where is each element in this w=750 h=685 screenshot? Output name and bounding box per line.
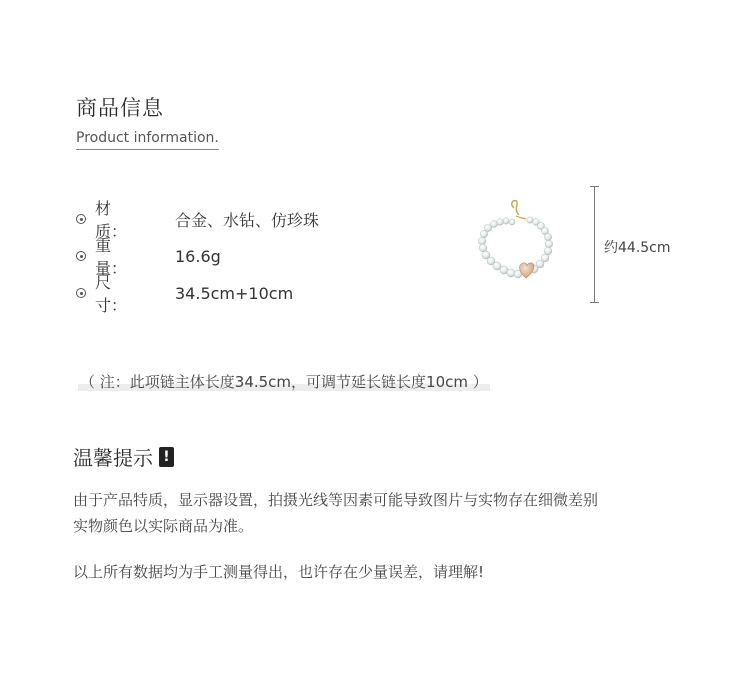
spec-label: 重 量：	[95, 236, 144, 278]
spec-value: 16.6g	[175, 246, 221, 266]
tips-paragraph-1-line-1: 由于产品特质，显示器设置，拍摄光线等因素可能导致图片与实物存在细微差别	[73, 491, 599, 509]
measurement-cap-top	[590, 186, 599, 187]
spec-value: 合金、水钻、仿珍珠	[175, 210, 320, 230]
measurement-label: 约44.5cm	[604, 240, 671, 256]
spec-row-weight	[76, 236, 221, 278]
tips-paragraph-1-line-2: 实物颜色以实际商品为准。	[73, 517, 254, 535]
tips-title: 温馨提示	[73, 446, 153, 470]
bullet-icon	[76, 251, 86, 261]
tips-title-row	[73, 442, 174, 471]
measurement-line	[594, 186, 595, 303]
tips-paragraph-2: 以上所有数据均为手工测量得出，也许存在少量误差，请理解!	[73, 563, 485, 581]
bullet-icon	[76, 288, 86, 298]
exclamation-icon: !	[159, 447, 174, 467]
length-note-text: （ 注：此项链主体长度34.5cm，可调节延长链长度10cm ）	[80, 373, 488, 391]
spec-label: 材 质：	[95, 199, 144, 241]
bullet-icon	[76, 214, 86, 224]
spec-row-material	[76, 199, 320, 241]
section-title: 商品信息	[76, 96, 164, 120]
length-note	[78, 371, 490, 392]
spec-row-size	[76, 273, 294, 315]
tips-paragraph-1	[73, 487, 673, 539]
spec-value: 34.5cm+10cm	[175, 283, 294, 303]
spec-label: 尺 寸：	[95, 273, 144, 315]
necklace-image	[470, 200, 566, 296]
section-subtitle: Product information.	[76, 130, 219, 150]
measurement-cap-bottom	[590, 302, 599, 303]
